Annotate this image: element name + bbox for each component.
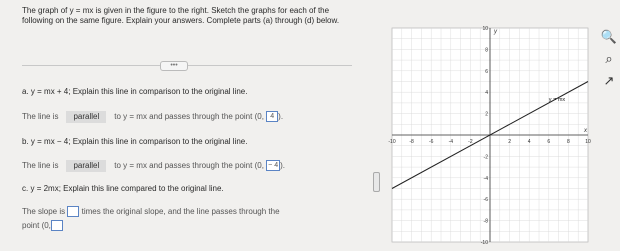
part-b-point-input[interactable]: − 4 xyxy=(268,162,279,170)
zoom-in-icon[interactable]: 🔍 xyxy=(600,29,618,44)
part-a-answer-mid: to y = mx and passes through the point (0, xyxy=(114,112,264,121)
part-a-answer-post: ). xyxy=(278,112,284,121)
part-a-dropdown[interactable]: parallel xyxy=(66,111,106,123)
y-tick-label: 8 xyxy=(485,47,488,54)
question-intro: The graph of y = mx is given in the figure to the right. Sketch the graphs for each of the following on the same figure. Explain your answers. Complete parts (a) through (d) below. xyxy=(22,6,340,25)
y-tick-label: -6 xyxy=(483,197,488,204)
y-axis-label: y xyxy=(494,29,497,35)
part-a-label: a. xyxy=(22,87,29,96)
y-tick-label: -10 xyxy=(480,240,488,246)
part-a-prompt xyxy=(22,86,247,98)
x-tick-label: 10 xyxy=(585,139,591,145)
part-c-answer-line2 xyxy=(22,220,63,232)
y-tick-label: 2 xyxy=(485,111,488,118)
external-link-icon[interactable]: ↗ xyxy=(603,73,615,88)
y-tick-label: 4 xyxy=(485,90,488,97)
part-c-answer-pre: The slope is xyxy=(22,207,66,216)
coordinate-graph xyxy=(380,20,600,250)
y-tick-label: -4 xyxy=(483,175,488,182)
y-tick-label: -8 xyxy=(483,218,488,225)
part-a-point-input[interactable]: 4 xyxy=(266,111,278,122)
x-tick-label: -10 xyxy=(388,139,396,145)
part-b-prompt xyxy=(22,136,247,148)
expand-dots-button[interactable]: ••• xyxy=(160,61,188,71)
search-icon[interactable]: ⌕ xyxy=(605,51,613,66)
part-c-slope-input[interactable] xyxy=(67,206,79,217)
part-b-text: y = mx − 4; Explain this line in comparison to the original line. xyxy=(30,137,248,146)
part-c-answer xyxy=(22,206,280,218)
part-b-answer-pre: The line is xyxy=(22,161,59,170)
part-b-answer-mid: to y = mx and passes through the point (0, xyxy=(114,161,264,170)
x-tick-label: -6 xyxy=(428,139,434,145)
x-tick-label: -4 xyxy=(448,139,454,145)
part-c-prompt xyxy=(22,183,224,195)
part-c-point-input[interactable] xyxy=(51,220,63,231)
part-c-label: c. xyxy=(22,184,29,193)
part-a-answer xyxy=(22,111,283,123)
line-label: y = mx xyxy=(548,96,566,103)
part-a-answer-pre: The line is xyxy=(22,112,59,121)
y-tick-label: 6 xyxy=(485,68,488,75)
part-a-text: y = mx + 4; Explain this line in comparison to the original line. xyxy=(30,87,248,96)
x-axis-label: x xyxy=(584,128,587,134)
y-tick-label: -2 xyxy=(483,154,488,161)
x-tick-label: 8 xyxy=(567,139,570,145)
part-b-answer xyxy=(22,160,285,172)
x-tick-label: 2 xyxy=(508,139,511,145)
x-tick-label: -2 xyxy=(468,139,473,145)
part-c-answer-mid: times the original slope, and the line passes through the xyxy=(81,207,280,216)
x-tick-label: -8 xyxy=(409,139,414,145)
part-c-answer-point: point (0, xyxy=(22,221,51,230)
part-b-answer-post: ). xyxy=(280,161,285,170)
y-tick-label: 10 xyxy=(482,26,488,32)
x-tick-label: 6 xyxy=(547,139,551,145)
part-b-dropdown[interactable]: parallel xyxy=(66,160,106,172)
part-c-text: y = 2mx; Explain this line compared to the original line. xyxy=(30,184,224,193)
scroll-handle[interactable] xyxy=(373,172,380,192)
part-b-label: b. xyxy=(22,137,29,146)
x-tick-label: 4 xyxy=(527,139,531,145)
